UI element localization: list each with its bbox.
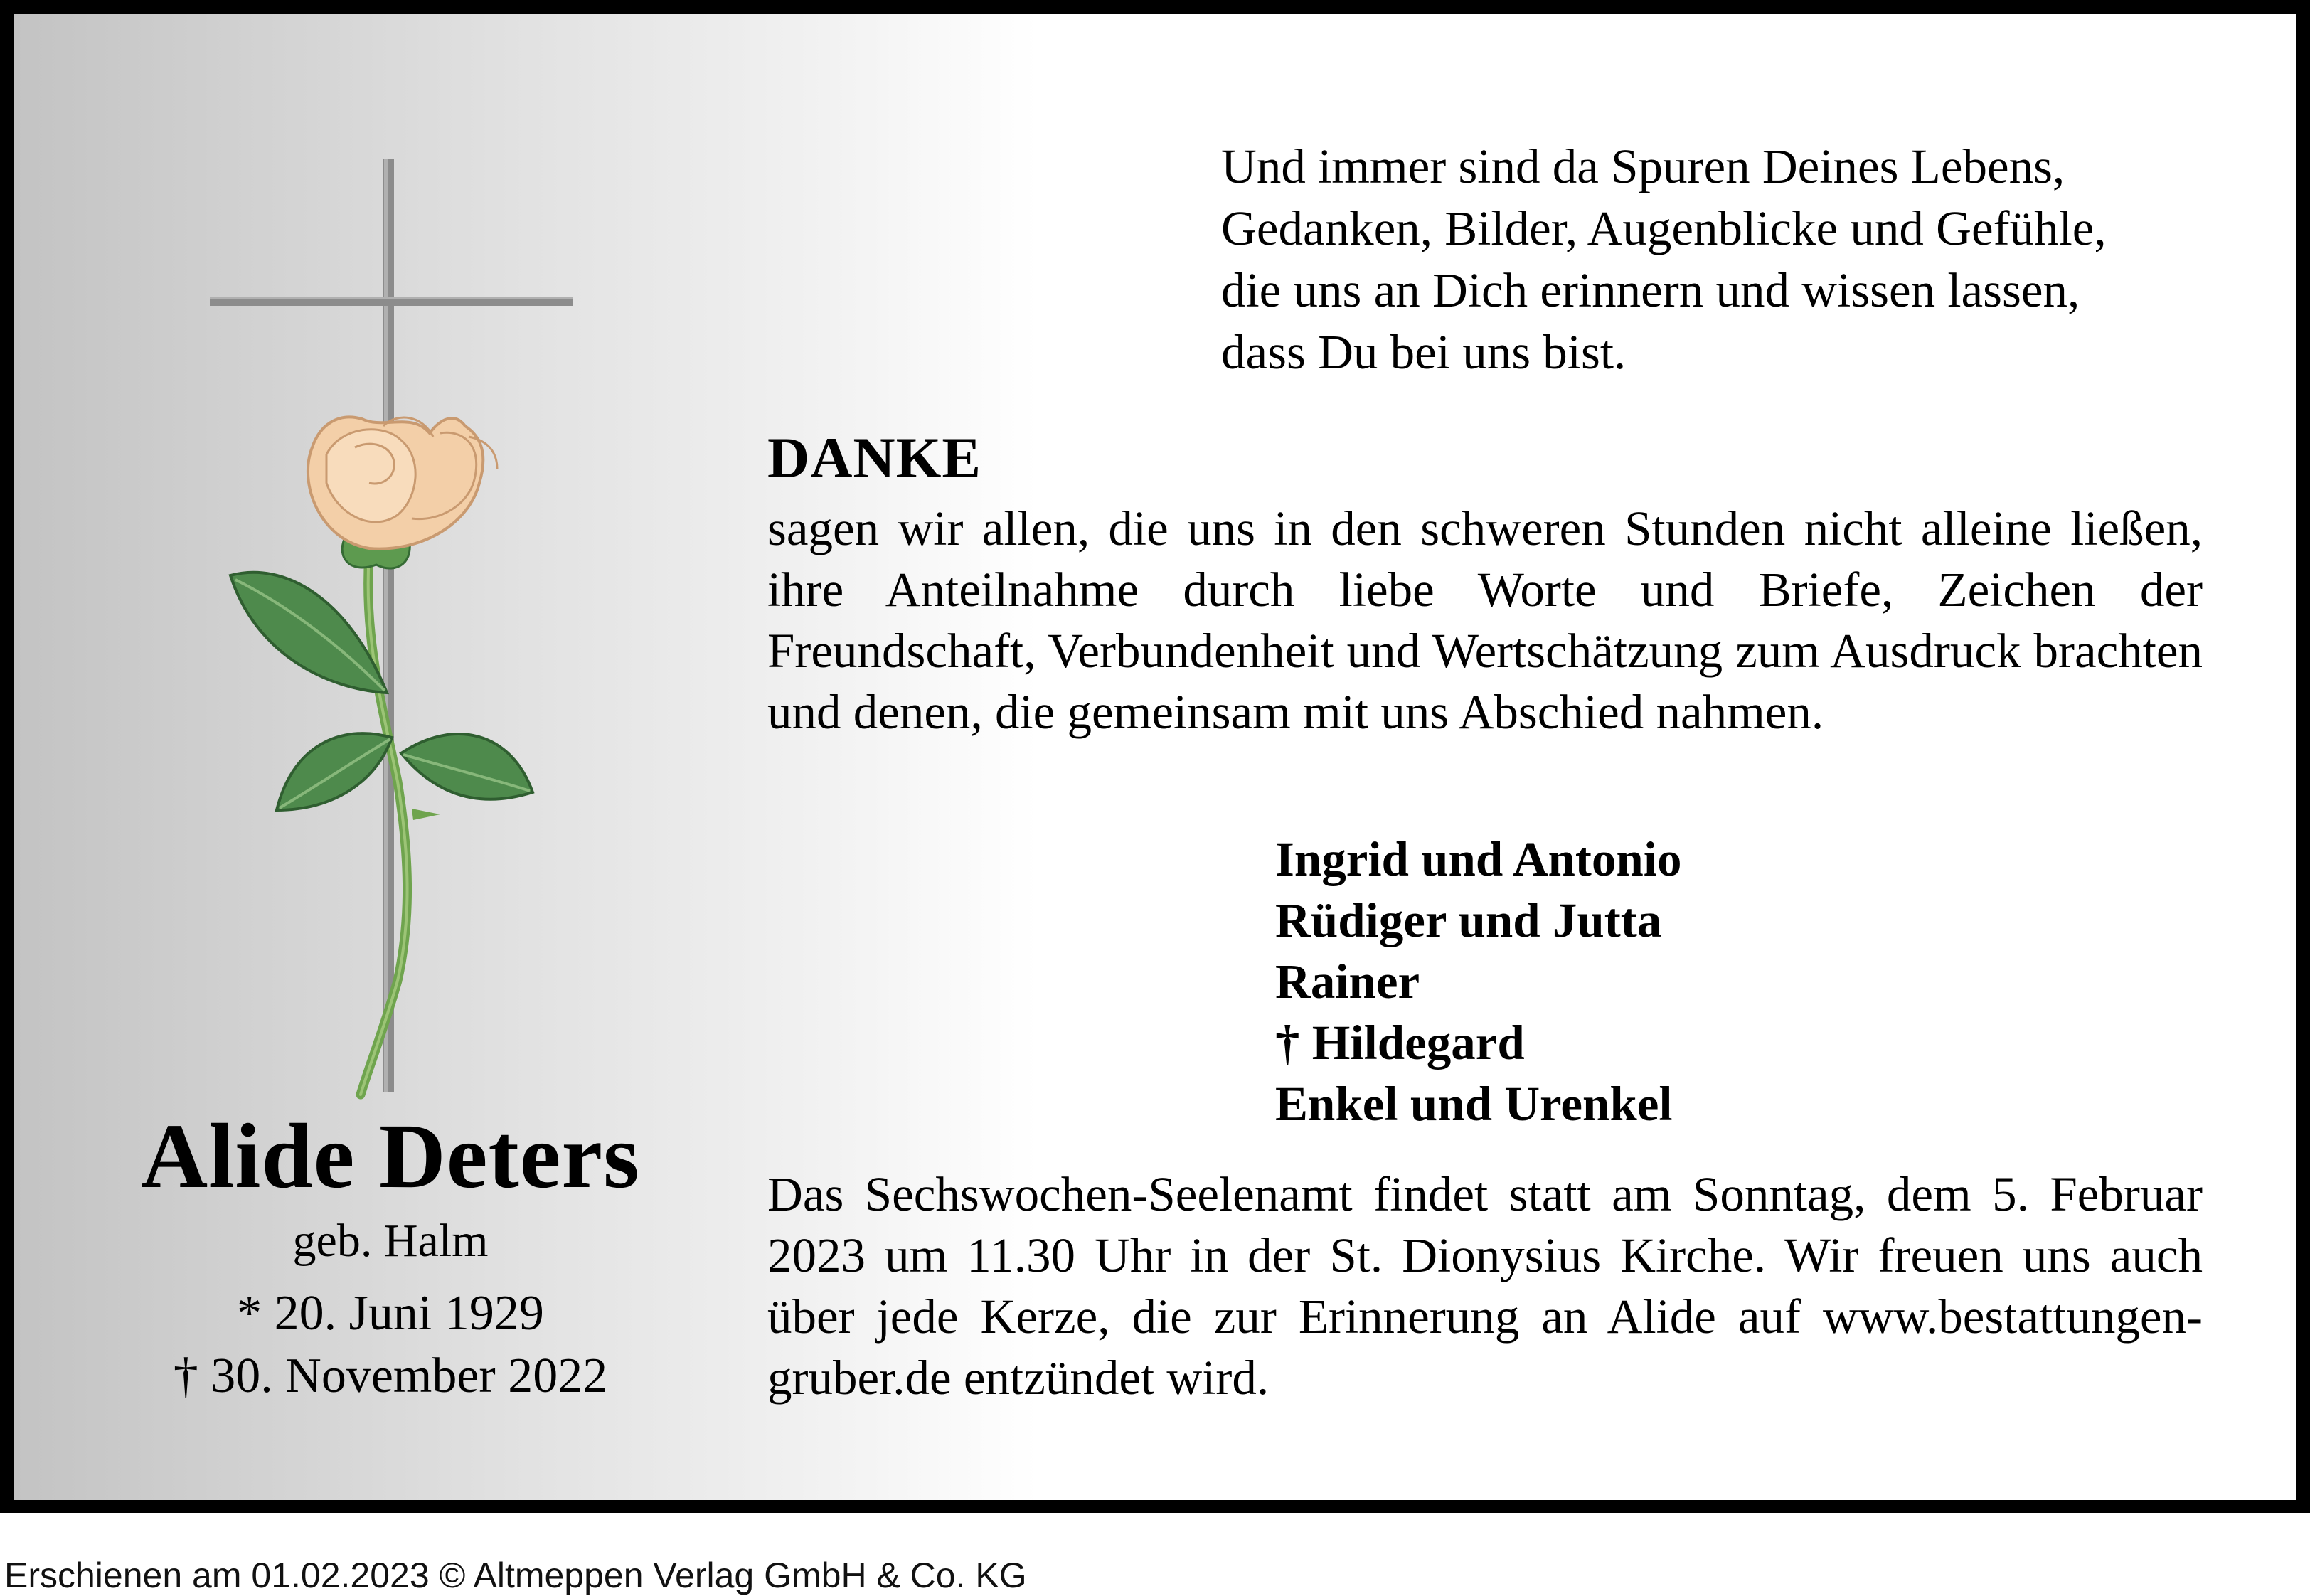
service-paragraph: Das Sechswochen-Seelenamt findet statt am Sonntag, dem 5. Februar 2023 um 11.30 Uhr in der St. Dionysius Kirche. Wir freuen uns auch über jede Kerze, die zur Erinnerung an Alide auf www.bestattungen-gruber.de entzündet wird. (767, 1167, 2203, 1405)
cross-rose-illustration (14, 14, 796, 1123)
signer: Rainer (1275, 954, 1420, 1009)
poem (1221, 136, 2107, 383)
rose-icon (230, 417, 533, 1095)
publication-footer: Erschienen am 01.02.2023 © Altmeppen Verlag GmbH & Co. KG (4, 1555, 1027, 1595)
birth-date: * 20. Juni 1929 (237, 1286, 544, 1341)
signer: Enkel und Urenkel (1275, 1077, 1673, 1131)
poem-line: dass Du bei uns bist. (1221, 325, 1627, 379)
death-date: † 30. November 2022 (173, 1348, 608, 1403)
signer: Rüdiger und Jutta (1275, 893, 1662, 947)
poem-line: Und immer sind da Spuren Deines Lebens, (1221, 139, 2065, 193)
poem-line: Gedanken, Bilder, Augenblicke und Gefühle, (1221, 201, 2107, 255)
deceased-name: Alide Deters (141, 1105, 640, 1208)
danke-heading: DANKE (767, 425, 982, 490)
signers-list (1275, 829, 1681, 1134)
thanks-paragraph: sagen wir allen, die uns in den schweren Stunden nicht alleine ließen, ihre Anteilnahme durch liebe Worte und Briefe, Zeichen der Freundschaft, Verbundenheit und Wertschätzung zum Ausdruck brachten und denen, die gemeinsam mit uns Abschied nahmen. (767, 501, 2203, 739)
poem-line: die uns an Dich erinnern und wissen lassen, (1221, 263, 2080, 317)
maiden-name: geb. Halm (292, 1215, 489, 1267)
signer: Ingrid und Antonio (1275, 832, 1682, 886)
signer: † Hildegard (1275, 1016, 1525, 1070)
